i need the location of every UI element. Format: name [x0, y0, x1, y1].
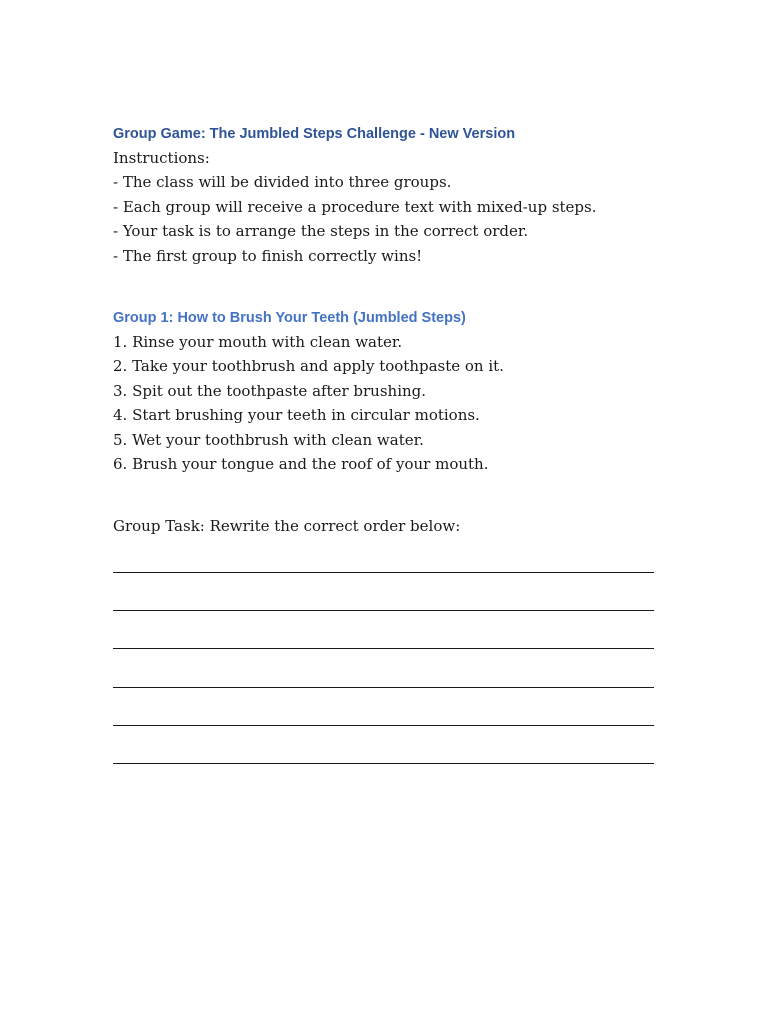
step-item: 5. Wet your toothbrush with clean water. — [113, 430, 424, 449]
step-item: 6. Brush your tongue and the roof of your mouth. — [113, 455, 489, 474]
answer-line-row[interactable] — [113, 688, 658, 726]
instruction-item: - The first group to finish correctly wins! — [113, 246, 423, 265]
instructions-label: Instructions: — [113, 149, 210, 167]
answer-line — [113, 687, 654, 688]
game-title: Group Game: The Jumbled Steps Challenge - New Version — [113, 126, 516, 142]
answer-line — [113, 648, 654, 649]
instruction-item: - The class will be divided into three groups. — [113, 173, 452, 192]
step-item: 1. Rinse your mouth with clean water. — [113, 333, 403, 352]
step-item: 4. Start brushing your teeth in circular motions. — [113, 406, 480, 425]
step-item: 2. Take your toothbrush and apply toothpaste on it. — [113, 357, 504, 376]
instruction-item: - Your task is to arrange the steps in the correct order. — [113, 222, 529, 241]
group1-title: Group 1: How to Brush Your Teeth (Jumbled Steps) — [113, 310, 466, 327]
answer-line — [113, 610, 654, 611]
group-task-label: Group Task: Rewrite the correct order below: — [113, 517, 461, 536]
answer-lines — [113, 535, 658, 764]
answer-line-row[interactable] — [113, 611, 658, 649]
answer-line — [113, 725, 654, 726]
answer-line-row[interactable] — [113, 535, 658, 573]
answer-line — [113, 763, 654, 764]
answer-line — [113, 572, 654, 573]
section-spacer — [113, 476, 658, 514]
document-content — [113, 122, 658, 764]
instruction-item: - Each group will receive a procedure text with mixed-up steps. — [113, 197, 597, 216]
step-item: 3. Spit out the toothpaste after brushing. — [113, 381, 427, 400]
answer-line-row[interactable] — [113, 726, 658, 764]
answer-line-row[interactable] — [113, 573, 658, 611]
answer-line-row[interactable] — [113, 649, 658, 687]
section-spacer — [113, 268, 658, 306]
